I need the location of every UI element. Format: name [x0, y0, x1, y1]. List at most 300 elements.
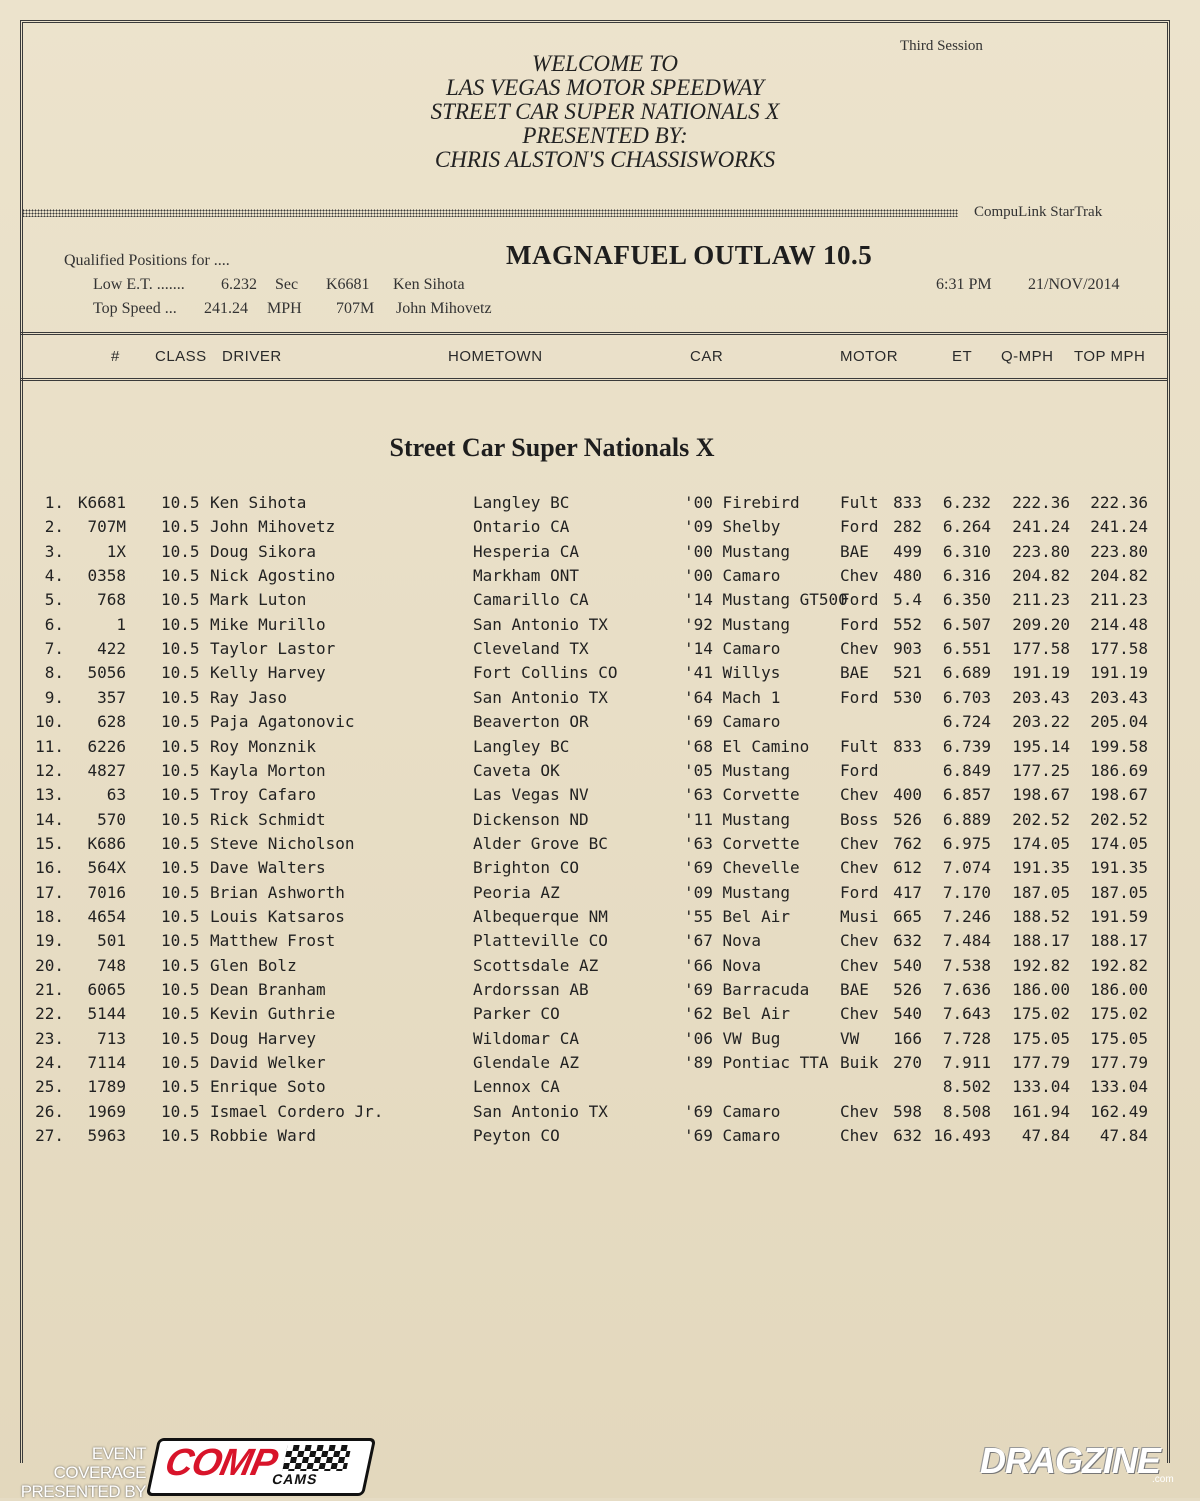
row-car-number: 7114	[87, 1053, 126, 1073]
row-hometown: Caveta OK	[473, 760, 560, 780]
row-motor-make: BAE	[840, 663, 869, 683]
row-class: 10.5	[161, 980, 200, 999]
row-top-mph: 186.69	[1090, 760, 1148, 780]
row-car-number: 628	[97, 712, 126, 732]
row-hometown: Camarillo CA	[473, 590, 589, 610]
row-motor-make: Chev	[840, 931, 879, 951]
row-hometown: Scottsdale AZ	[473, 955, 599, 975]
row-hometown: Fort Collins CO	[473, 663, 618, 683]
row-hometown: Langley BC	[473, 493, 570, 512]
row-position: 11.	[35, 736, 64, 756]
comp-cams-logo	[146, 1438, 376, 1496]
row-position: 6.	[44, 614, 64, 634]
row-car-number: 501	[97, 931, 126, 951]
col-header-position: #	[111, 348, 120, 365]
row-q-mph: 203.22	[1012, 712, 1070, 732]
row-top-mph: 202.52	[1090, 809, 1148, 829]
row-car-number: K686	[87, 833, 126, 853]
col-header-driver: DRIVER	[222, 348, 282, 365]
row-motor-make: Chev	[840, 785, 879, 805]
row-car-number: 422	[97, 639, 126, 659]
row-q-mph: 222.36	[1012, 493, 1070, 512]
row-motor-size: 499	[893, 541, 922, 561]
table-row	[0, 1126, 1200, 1150]
row-q-mph: 241.24	[1012, 517, 1070, 537]
row-driver: Steve Nicholson	[210, 833, 355, 853]
row-class: 10.5	[161, 858, 200, 878]
row-motor-make: VW	[840, 1028, 860, 1048]
row-hometown: Parker CO	[473, 1004, 560, 1024]
table-row	[0, 980, 1200, 1004]
row-class: 10.5	[161, 1004, 200, 1024]
top-speed-value: 241.24	[204, 300, 248, 317]
welcome-line: STREET CAR SUPER NATIONALS X	[430, 99, 780, 124]
row-driver: Enrique Soto	[210, 1077, 326, 1097]
coverage-line: EVENT COVERAGE	[53, 1444, 146, 1482]
row-motor-make: Chev	[840, 1126, 879, 1146]
row-driver: Troy Cafaro	[210, 785, 316, 805]
row-hometown: Dickenson ND	[473, 809, 589, 829]
table-row	[0, 639, 1200, 663]
row-driver: Nick Agostino	[210, 566, 336, 586]
row-car-number: 1	[116, 614, 126, 634]
row-top-mph: 192.82	[1090, 955, 1148, 975]
row-driver: Kevin Guthrie	[210, 1004, 336, 1024]
row-motor-size: 526	[893, 809, 922, 829]
row-driver: Ray Jaso	[210, 687, 288, 707]
row-et: 7.484	[942, 931, 991, 951]
row-hometown: San Antonio TX	[473, 687, 608, 707]
row-q-mph: 204.82	[1012, 566, 1070, 586]
row-position: 14.	[35, 809, 64, 829]
row-motor-size: 632	[893, 931, 922, 951]
row-et: 6.889	[942, 809, 991, 829]
row-position: 18.	[35, 906, 64, 926]
row-motor-make: Chev	[840, 833, 879, 853]
table-row	[0, 1004, 1200, 1028]
row-car: '89 Pontiac TTA	[684, 1053, 829, 1073]
row-class: 10.5	[161, 882, 200, 902]
row-et: 7.636	[942, 980, 991, 999]
row-q-mph: 47.84	[1021, 1126, 1070, 1146]
row-class: 10.5	[161, 833, 200, 853]
row-motor-make: Ford	[840, 760, 879, 780]
row-top-mph: 175.02	[1090, 1004, 1148, 1024]
row-class: 10.5	[161, 663, 200, 683]
row-driver: Rick Schmidt	[210, 809, 326, 829]
row-motor-size: 762	[893, 833, 922, 853]
row-motor-size: 540	[893, 955, 922, 975]
row-car: '67 Nova	[684, 931, 762, 951]
row-position: 22.	[35, 1004, 64, 1024]
row-hometown: Las Vegas NV	[473, 785, 589, 805]
report-date: 21/NOV/2014	[1028, 276, 1120, 293]
low-et-driver: Ken Sihota	[393, 276, 465, 293]
welcome-line: PRESENTED BY:	[522, 123, 688, 148]
row-driver: David Welker	[210, 1053, 326, 1073]
row-q-mph: 223.80	[1012, 541, 1070, 561]
row-motor-size: 526	[893, 980, 922, 999]
row-car-number: 6065	[87, 980, 126, 999]
top-speed-car: 707M	[336, 300, 375, 317]
row-car-number: 1969	[87, 1101, 126, 1121]
row-class: 10.5	[161, 1077, 200, 1097]
row-position: 1.	[44, 493, 64, 512]
row-motor-size: 282	[893, 517, 922, 537]
row-et: 6.310	[942, 541, 991, 561]
top-speed-unit: MPH	[267, 300, 302, 317]
row-motor-size: 480	[893, 566, 922, 586]
row-class: 10.5	[161, 1053, 200, 1073]
row-class: 10.5	[161, 493, 200, 512]
row-car: '55 Bel Air	[684, 906, 790, 926]
sponsor-sub-text: CAMS	[270, 1471, 320, 1487]
row-class: 10.5	[161, 1101, 200, 1121]
row-car-number: 707M	[87, 517, 126, 537]
row-class: 10.5	[161, 736, 200, 756]
row-hometown: Wildomar CA	[473, 1028, 579, 1048]
row-q-mph: 209.20	[1012, 614, 1070, 634]
col-header-motor: MOTOR	[840, 348, 899, 365]
row-car-number: K6681	[77, 493, 126, 512]
table-row	[0, 566, 1200, 590]
row-car-number: 4827	[87, 760, 126, 780]
row-q-mph: 177.79	[1012, 1053, 1070, 1073]
row-top-mph: 241.24	[1090, 517, 1148, 537]
row-q-mph: 161.94	[1012, 1101, 1070, 1121]
row-q-mph: 202.52	[1012, 809, 1070, 829]
row-motor-make: Boss	[840, 809, 879, 829]
row-top-mph: 186.00	[1090, 980, 1148, 999]
table-row	[0, 1053, 1200, 1077]
row-car: '69 Chevelle	[684, 858, 800, 878]
row-class: 10.5	[161, 687, 200, 707]
col-header-q-mph: Q-MPH	[1001, 348, 1054, 365]
row-top-mph: 204.82	[1090, 566, 1148, 586]
row-car: '14 Camaro	[684, 639, 781, 659]
row-class: 10.5	[161, 517, 200, 537]
row-q-mph: 198.67	[1012, 785, 1070, 805]
row-top-mph: 191.59	[1090, 906, 1148, 926]
row-car: '63 Corvette	[684, 833, 800, 853]
row-position: 12.	[35, 760, 64, 780]
timing-system-label: CompuLink StarTrak	[974, 204, 1103, 220]
row-car: '14 Mustang GT500	[684, 590, 848, 610]
low-et-value: 6.232	[221, 276, 257, 293]
row-q-mph: 175.02	[1012, 1004, 1070, 1024]
row-hometown: Langley BC	[473, 736, 570, 756]
row-motor-size: 612	[893, 858, 922, 878]
row-driver: John Mihovetz	[210, 517, 336, 537]
row-q-mph: 211.23	[1012, 590, 1070, 610]
row-car: '09 Shelby	[684, 517, 781, 537]
row-driver: Matthew Frost	[210, 931, 336, 951]
table-row	[0, 1077, 1200, 1101]
row-car: '68 El Camino	[684, 736, 810, 756]
row-class: 10.5	[161, 1028, 200, 1048]
table-row	[0, 517, 1200, 541]
row-q-mph: 188.17	[1012, 931, 1070, 951]
row-et: 6.849	[942, 760, 991, 780]
row-car-number: 5963	[87, 1126, 126, 1146]
row-hometown: San Antonio TX	[473, 1101, 608, 1121]
row-motor-make: Chev	[840, 955, 879, 975]
row-class: 10.5	[161, 955, 200, 975]
row-q-mph: 191.35	[1012, 858, 1070, 878]
row-class: 10.5	[161, 809, 200, 829]
row-car-number: 5056	[87, 663, 126, 683]
row-car: '69 Barracuda	[684, 980, 810, 999]
row-car-number: 570	[97, 809, 126, 829]
row-motor-make: Chev	[840, 1004, 879, 1024]
row-class: 10.5	[161, 906, 200, 926]
row-hometown: Hesperia CA	[473, 541, 579, 561]
row-car-number: 63	[106, 785, 126, 805]
row-et: 7.643	[942, 1004, 991, 1024]
welcome-line: LAS VEGAS MOTOR SPEEDWAY	[445, 75, 765, 100]
table-row	[0, 1102, 1200, 1126]
row-class: 10.5	[161, 566, 200, 586]
row-et: 6.232	[942, 493, 991, 512]
row-driver: Mark Luton	[210, 590, 307, 610]
row-motor-size: 400	[893, 785, 922, 805]
row-et: 6.724	[942, 712, 991, 732]
row-class: 10.5	[161, 614, 200, 634]
table-row	[0, 737, 1200, 761]
row-top-mph: 174.05	[1090, 833, 1148, 853]
row-driver: Glen Bolz	[210, 955, 297, 975]
dragzine-logo: DRAGZINE	[980, 1440, 1160, 1481]
row-car-number: 6226	[87, 736, 126, 756]
row-et: 6.507	[942, 614, 991, 634]
row-position: 24.	[35, 1053, 64, 1073]
row-car: '66 Nova	[684, 955, 762, 975]
row-car: '05 Mustang	[684, 760, 790, 780]
row-hometown: Alder Grove BC	[473, 833, 608, 853]
row-driver: Dave Walters	[210, 858, 326, 878]
table-row	[0, 688, 1200, 712]
low-et-car: K6681	[326, 276, 370, 293]
row-driver: Roy Monznik	[210, 736, 316, 756]
col-header-car: CAR	[690, 348, 724, 365]
row-position: 10.	[35, 712, 64, 732]
row-motor-make: Chev	[840, 1101, 879, 1121]
row-hometown: Ontario CA	[473, 517, 570, 537]
row-car: '09 Mustang	[684, 882, 790, 902]
row-et: 8.508	[942, 1101, 991, 1121]
col-header-hometown: HOMETOWN	[448, 348, 543, 365]
table-row	[0, 785, 1200, 809]
row-et: 7.728	[942, 1028, 991, 1048]
row-motor-make: Musi	[840, 906, 879, 926]
table-row	[0, 493, 1200, 517]
row-et: 7.170	[942, 882, 991, 902]
row-driver: Ismael Cordero Jr.	[210, 1101, 384, 1121]
row-top-mph: 222.36	[1090, 493, 1148, 512]
row-hometown: Brighton CO	[473, 858, 579, 878]
row-car-number: 748	[97, 955, 126, 975]
row-et: 6.689	[942, 663, 991, 683]
row-motor-size: 833	[893, 493, 922, 512]
row-position: 3.	[44, 541, 64, 561]
row-hometown: Albequerque NM	[473, 906, 608, 926]
row-et: 7.911	[942, 1053, 991, 1073]
row-top-mph: 187.05	[1090, 882, 1148, 902]
row-hometown: Platteville CO	[473, 931, 608, 951]
row-position: 4.	[44, 566, 64, 586]
row-hometown: Ardorssan AB	[473, 980, 589, 999]
row-position: 26.	[35, 1101, 64, 1121]
row-car: '69 Camaro	[684, 712, 781, 732]
header-rule-top	[20, 332, 1167, 335]
row-position: 17.	[35, 882, 64, 902]
row-q-mph: 191.19	[1012, 663, 1070, 683]
row-motor-make: Ford	[840, 882, 879, 902]
dotted-divider	[22, 209, 958, 217]
row-hometown: Beaverton OR	[473, 712, 589, 732]
row-car-number: 357	[97, 687, 126, 707]
row-q-mph: 174.05	[1012, 833, 1070, 853]
row-motor-make: Ford	[840, 687, 879, 707]
row-top-mph: 205.04	[1090, 712, 1148, 732]
row-motor-size: 903	[893, 639, 922, 659]
row-class: 10.5	[161, 712, 200, 732]
row-driver: Doug Harvey	[210, 1028, 316, 1048]
row-et: 16.493	[933, 1126, 991, 1146]
row-top-mph: 223.80	[1090, 541, 1148, 561]
row-motor-make: Chev	[840, 566, 879, 586]
row-position: 5.	[44, 590, 64, 610]
row-driver: Kelly Harvey	[210, 663, 326, 683]
row-motor-make: Chev	[840, 639, 879, 659]
row-class: 10.5	[161, 1126, 200, 1146]
row-car-number: 1789	[87, 1077, 126, 1097]
row-hometown: Markham ONT	[473, 566, 579, 586]
row-car: '92 Mustang	[684, 614, 790, 634]
row-et: 6.739	[942, 736, 991, 756]
row-motor-size: 5.4	[893, 590, 922, 610]
table-row	[0, 956, 1200, 980]
row-top-mph: 198.67	[1090, 785, 1148, 805]
row-position: 25.	[35, 1077, 64, 1097]
row-class: 10.5	[161, 785, 200, 805]
table-row	[0, 883, 1200, 907]
table-row	[0, 663, 1200, 687]
row-top-mph: 191.35	[1090, 858, 1148, 878]
row-car-number: 4654	[87, 906, 126, 926]
row-driver: Taylor Lastor	[210, 639, 336, 659]
top-speed-driver: John Mihovetz	[396, 300, 492, 317]
row-q-mph: 186.00	[1012, 980, 1070, 999]
row-motor-make: Ford	[840, 614, 879, 634]
row-et: 6.551	[942, 639, 991, 659]
row-q-mph: 203.43	[1012, 687, 1070, 707]
row-driver: Kayla Morton	[210, 760, 326, 780]
row-motor-size: 166	[893, 1028, 922, 1048]
row-position: 21.	[35, 980, 64, 999]
row-motor-size: 665	[893, 906, 922, 926]
row-car: '69 Camaro	[684, 1126, 781, 1146]
row-motor-size: 521	[893, 663, 922, 683]
row-motor-make: Fult	[840, 493, 879, 512]
row-et: 6.350	[942, 590, 991, 610]
row-hometown: Peyton CO	[473, 1126, 560, 1146]
table-row	[0, 907, 1200, 931]
row-car-number: 0358	[87, 566, 126, 586]
table-row	[0, 542, 1200, 566]
row-q-mph: 192.82	[1012, 955, 1070, 975]
coverage-line: PRESENTED BY	[20, 1482, 146, 1501]
row-top-mph: 199.58	[1090, 736, 1148, 756]
row-et: 8.502	[942, 1077, 991, 1097]
row-driver: Louis Katsaros	[210, 906, 345, 926]
row-motor-size: 833	[893, 736, 922, 756]
row-car: '69 Camaro	[684, 1101, 781, 1121]
table-row	[0, 1029, 1200, 1053]
welcome-line: CHRIS ALSTON'S CHASSISWORKS	[434, 147, 776, 172]
row-driver: Dean Branham	[210, 980, 326, 999]
low-et-unit: Sec	[275, 276, 299, 293]
row-driver: Doug Sikora	[210, 541, 316, 561]
table-row	[0, 858, 1200, 882]
row-motor-size: 270	[893, 1053, 922, 1073]
row-motor-make: Ford	[840, 517, 879, 537]
row-motor-make: BAE	[840, 980, 869, 999]
row-driver: Ken Sihota	[210, 493, 307, 512]
row-car-number: 564X	[87, 858, 126, 878]
row-top-mph: 177.58	[1090, 639, 1148, 659]
session-label: Third Session	[900, 38, 983, 54]
row-hometown: San Antonio TX	[473, 614, 608, 634]
header-rule-bottom	[20, 378, 1167, 381]
row-top-mph: 133.04	[1090, 1077, 1148, 1097]
row-top-mph: 162.49	[1090, 1101, 1148, 1121]
row-car: '41 Willys	[684, 663, 781, 683]
table-row	[0, 615, 1200, 639]
row-motor-size: 598	[893, 1101, 922, 1121]
row-q-mph: 175.05	[1012, 1028, 1070, 1048]
row-hometown: Peoria AZ	[473, 882, 560, 902]
row-et: 6.316	[942, 566, 991, 586]
row-position: 2.	[44, 517, 64, 537]
row-q-mph: 177.58	[1012, 639, 1070, 659]
table-row	[0, 931, 1200, 955]
welcome-line: WELCOME TO	[532, 51, 678, 76]
row-car: '11 Mustang	[684, 809, 790, 829]
row-car-number: 7016	[87, 882, 126, 902]
row-et: 6.857	[942, 785, 991, 805]
col-header-class: CLASS	[155, 348, 207, 365]
row-motor-make: Chev	[840, 858, 879, 878]
row-top-mph: 203.43	[1090, 687, 1148, 707]
row-q-mph: 195.14	[1012, 736, 1070, 756]
row-car-number: 713	[97, 1028, 126, 1048]
row-car: '64 Mach 1	[684, 687, 781, 707]
row-top-mph: 47.84	[1099, 1126, 1148, 1146]
row-hometown: Glendale AZ	[473, 1053, 579, 1073]
table-row	[0, 834, 1200, 858]
row-position: 20.	[35, 955, 64, 975]
row-motor-size: 540	[893, 1004, 922, 1024]
row-et: 7.074	[942, 858, 991, 878]
row-car: '00 Firebird	[684, 493, 800, 512]
row-driver: Paja Agatonovic	[210, 712, 355, 732]
qualified-positions-label: Qualified Positions for ....	[64, 252, 230, 269]
row-position: 13.	[35, 785, 64, 805]
row-driver: Mike Murillo	[210, 614, 326, 634]
row-driver: Brian Ashworth	[210, 882, 345, 902]
report-time: 6:31 PM	[936, 276, 992, 293]
